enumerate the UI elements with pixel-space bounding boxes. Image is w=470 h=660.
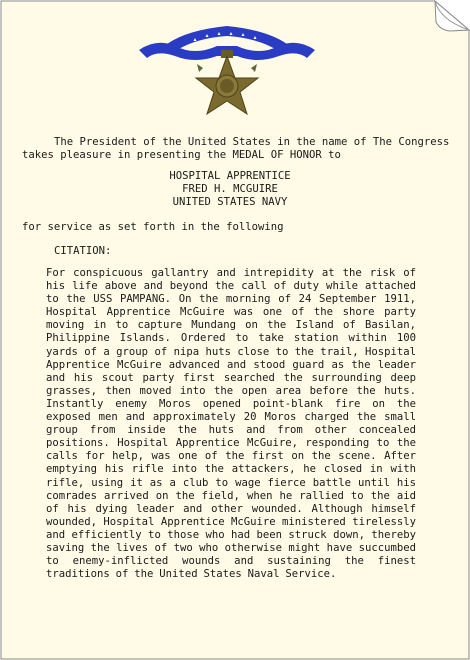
recipient-rank: HOSPITAL APPRENTICE bbox=[169, 170, 291, 182]
intro-line-1: The President of the United States in the name of The Congress bbox=[54, 136, 450, 148]
citation-body: For conspicuous gallantry and intrepidity at the risk of his life above and beyond the call of duty while attached to the USS PAMPANG. On the morning of 24 September 1911, Hospital Apprentice McGuire was one of the shore party moving in to capture Mundang on the Island of Basilan, Philippine Islands. Ordered to take station within 100 yards of a group of nipa huts close to the trail, Hospital Apprentice McGuire advanced and stood guard as the leader and his scout party first searched the surrounding deep grasses, then moved into the open area before the huts. Instantly enemy Moros opened point-blank fire on the exposed men and approximately 20 Moros charged the small group from inside the huts and from other concealed positions. Hospital Apprentice McGuire, responding to the calls for help, was one of the first on the scene. After emptying his rifle into the attackers, he closed in with rifle, using it as a club to wage fierce battle until his comrades arrived on the field, when he rallied to the aid of his dying leader and other wounded. Although himself wounded, Hospital Apprentice McGuire ministered tirelessly and efficiently to those who had been struck down, thereby saving the lives of two who otherwise might have succumbed to enemy-inflicted wounds and sustaining the finest traditions of the United States Naval Service. bbox=[46, 267, 416, 581]
recipient-branch: UNITED STATES NAVY bbox=[172, 196, 288, 208]
service-line: for service as set forth in the following bbox=[22, 221, 284, 233]
recipient-name: FRED H. MCGUIRE bbox=[182, 183, 278, 195]
citation-label: CITATION: bbox=[54, 245, 112, 257]
intro-line-2: takes pleasure in presenting the MEDAL OF HONOR to bbox=[22, 149, 341, 161]
medal-of-honor-navy-icon bbox=[137, 16, 317, 126]
